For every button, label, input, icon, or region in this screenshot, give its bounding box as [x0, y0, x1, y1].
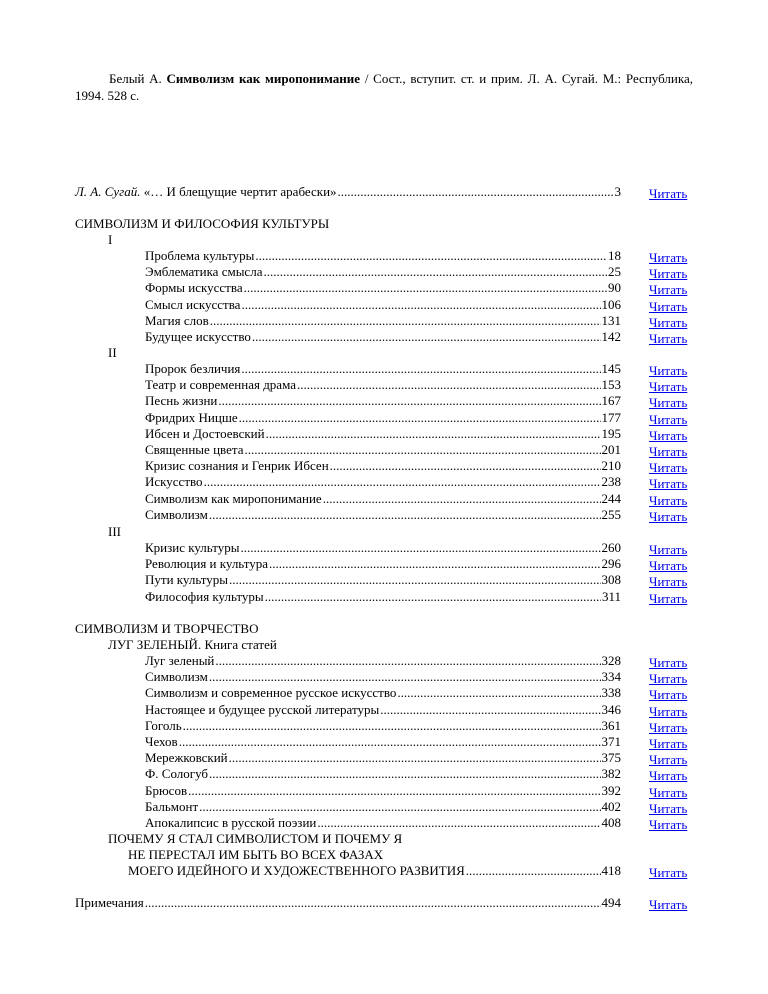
- leader-dots: [209, 766, 600, 782]
- entry-title: Философия культуры: [145, 588, 264, 604]
- entry-title: Театр и современная драма: [145, 377, 296, 393]
- leader-dots: [145, 895, 601, 911]
- entry-title: Символизм и современное русское искусство: [145, 685, 397, 701]
- entry-title: Мережковский: [145, 750, 228, 766]
- entry-title: Магия слов: [145, 312, 209, 328]
- entry-title: Настоящее и будущее русской литературы: [145, 701, 380, 717]
- entry-title: Пророк безличия: [145, 361, 241, 376]
- leader-dots: [338, 184, 614, 200]
- leader-dots: [252, 329, 601, 345]
- leader-dots: [241, 297, 600, 313]
- leader-dots: [210, 313, 601, 329]
- read-link[interactable]: Читать: [649, 574, 688, 590]
- read-link[interactable]: Читать: [649, 590, 688, 606]
- toc-entry: [145, 248, 621, 264]
- toc-entry: [145, 329, 621, 345]
- page-number: 402: [601, 798, 621, 814]
- entry-title: Священные цвета: [145, 442, 244, 457]
- page-number: 375: [601, 750, 621, 766]
- toc-entry: [145, 297, 621, 313]
- leader-dots: [240, 540, 600, 556]
- entry-title: Ибсен и Достоевский: [145, 425, 265, 441]
- leader-dots: [380, 702, 600, 718]
- toc-entry: [145, 264, 621, 280]
- toc-entry: [145, 702, 621, 718]
- why-title-line-1: ПОЧЕМУ Я СТАЛ СИМВОЛИСТОМ И ПОЧЕМУ Я: [108, 831, 403, 846]
- leader-dots: [241, 361, 600, 377]
- read-link[interactable]: Читать: [649, 266, 688, 282]
- toc-entry: [145, 442, 621, 458]
- entry-title: Революция и культура: [145, 556, 269, 572]
- entry-title: Кризис культуры: [145, 540, 240, 555]
- toc-entry: [145, 410, 621, 426]
- read-link[interactable]: Читать: [649, 460, 688, 476]
- read-link[interactable]: Читать: [649, 703, 688, 719]
- page-number: 346: [601, 701, 621, 717]
- bibliographic-record: [75, 70, 693, 104]
- section-heading: СИМВОЛИЗМ И ФИЛОСОФИЯ КУЛЬТУРЫ: [75, 216, 330, 231]
- why-title-line-3: МОЕГО ИДЕЙНОГО И ХУДОЖЕСТВЕННОГО РАЗВИТИЯ: [128, 863, 465, 878]
- toc-entry: [145, 426, 621, 442]
- page-number: 494: [601, 895, 621, 910]
- page-number: 153: [601, 377, 621, 393]
- part-label-3: III: [108, 524, 121, 539]
- page-number: 90: [608, 280, 621, 296]
- leader-dots: [263, 264, 607, 280]
- toc-entry: [145, 685, 621, 701]
- leader-dots: [188, 783, 600, 799]
- read-link[interactable]: Читать: [649, 331, 688, 346]
- entry-title: Песнь жизни: [145, 393, 218, 409]
- read-link[interactable]: Читать: [649, 411, 688, 427]
- toc-entry: [145, 377, 621, 393]
- leader-dots: [330, 458, 601, 474]
- read-link[interactable]: Читать: [649, 508, 688, 524]
- read-link[interactable]: Читать: [649, 444, 688, 459]
- read-link[interactable]: Читать: [649, 671, 688, 687]
- page-number: 408: [601, 815, 621, 830]
- page-number: 18: [608, 248, 621, 263]
- page-number: 338: [601, 685, 621, 701]
- entry-title: Фридрих Ницше: [145, 409, 238, 425]
- leader-dots: [317, 815, 600, 831]
- leader-dots: [209, 507, 601, 523]
- section-heading: СИМВОЛИЗМ И ТВОРЧЕСТВО: [75, 621, 259, 636]
- read-link[interactable]: Читать: [649, 558, 688, 574]
- read-link[interactable]: Читать: [649, 298, 688, 314]
- toc-entry: [145, 572, 621, 588]
- leader-dots: [255, 248, 607, 264]
- read-link[interactable]: Читать: [649, 817, 688, 832]
- entry-title: Эмблематика смысла: [145, 264, 263, 280]
- read-link-notes[interactable]: Читать: [649, 897, 688, 912]
- entry-title: Формы искусства: [145, 280, 243, 296]
- read-link-why[interactable]: Читать: [649, 865, 688, 880]
- leader-dots: [229, 750, 601, 766]
- leader-dots: [244, 442, 600, 458]
- leader-dots: [244, 280, 607, 296]
- page-number: 145: [601, 361, 621, 376]
- leader-dots: [218, 393, 600, 409]
- toc-entry: [145, 783, 621, 799]
- read-link[interactable]: Читать: [649, 492, 688, 508]
- book-title: Символизм как миропонимание: [166, 71, 361, 86]
- toc-entry: [145, 766, 621, 782]
- intro-author: Л. А. Сугай.: [75, 184, 141, 199]
- entry-title: Искусство: [145, 474, 203, 490]
- entry-title: Ф. Сологуб: [145, 766, 209, 782]
- leader-dots: [397, 685, 600, 701]
- entry-title: Будущее искусство: [145, 329, 251, 344]
- entry-title: Бальмонт: [145, 798, 199, 814]
- leader-dots: [215, 653, 600, 669]
- toc-entry: [145, 799, 621, 815]
- part-label-2: II: [108, 345, 117, 360]
- page-number: 201: [601, 442, 621, 457]
- toc-entry: [145, 653, 621, 669]
- leader-dots: [269, 556, 600, 572]
- entry-title: Символизм как миропонимание: [145, 490, 322, 506]
- leader-dots: [183, 718, 601, 734]
- page-number: 371: [601, 734, 621, 749]
- toc-entry: [145, 280, 621, 296]
- read-link[interactable]: Читать: [649, 655, 688, 670]
- entry-title: Символизм: [145, 506, 208, 522]
- toc-entry: [145, 393, 621, 409]
- entry-title: Пути культуры: [145, 572, 229, 588]
- entry-title: Символизм: [145, 669, 208, 685]
- toc-entry: [145, 491, 621, 507]
- read-link[interactable]: Читать: [649, 395, 688, 411]
- read-link[interactable]: Читать: [649, 379, 688, 395]
- toc-entry: [145, 313, 621, 329]
- page-number: 418: [601, 863, 621, 878]
- intro-title: «… И блещущие чертит арабески»: [143, 184, 337, 199]
- subsection-heading: ЛУГ ЗЕЛЕНЫЙ. Книга статей: [108, 637, 277, 652]
- book-author: Белый А.: [109, 71, 162, 86]
- leader-dots: [179, 734, 601, 750]
- toc-entry: [145, 669, 621, 685]
- toc-entry: [145, 556, 621, 572]
- page-number: 382: [601, 766, 621, 782]
- entry-title: Апокалипсис в русской поэзии: [145, 815, 317, 830]
- page-number: 177: [601, 409, 621, 425]
- read-link[interactable]: Читать: [649, 800, 688, 816]
- leader-dots: [466, 863, 601, 879]
- page-number: 311: [601, 588, 621, 604]
- page-number: 131: [601, 312, 621, 328]
- toc-entry-notes: [75, 895, 621, 911]
- read-link[interactable]: Читать: [649, 363, 688, 378]
- notes-title: Примечания: [75, 895, 144, 910]
- toc-entry: [145, 718, 621, 734]
- entry-title: Проблема культуры: [145, 248, 255, 263]
- read-link[interactable]: Читать: [649, 752, 688, 768]
- part-label-1: I: [108, 232, 113, 247]
- toc-entry: [145, 750, 621, 766]
- page-number: 334: [601, 669, 621, 685]
- page-number: 260: [601, 540, 621, 555]
- page-number: 308: [601, 572, 621, 588]
- leader-dots: [266, 426, 601, 442]
- toc-entry-why: [128, 863, 621, 879]
- page-number: 25: [608, 264, 621, 280]
- page-number: 167: [601, 393, 621, 409]
- read-link[interactable]: Читать: [649, 736, 688, 751]
- read-link[interactable]: Читать: [649, 719, 688, 735]
- page-number: 392: [601, 782, 621, 798]
- leader-dots: [265, 589, 601, 605]
- page-number: 210: [601, 458, 621, 474]
- read-link[interactable]: Читать: [649, 768, 688, 784]
- page-number: 328: [601, 653, 621, 668]
- leader-dots: [209, 669, 601, 685]
- toc-entry: [145, 589, 621, 605]
- page-number: 3: [614, 184, 621, 199]
- read-link[interactable]: Читать: [649, 476, 688, 492]
- read-link[interactable]: Читать: [649, 784, 688, 800]
- leader-dots: [204, 474, 601, 490]
- entry-title: Луг зеленый: [145, 653, 215, 668]
- leader-dots: [199, 799, 600, 815]
- toc-entry: [145, 540, 621, 556]
- entry-title: Чехов: [145, 734, 178, 749]
- page-number: 106: [601, 296, 621, 312]
- toc-entry: [145, 734, 621, 750]
- entry-title: Кризис сознания и Генрик Ибсен: [145, 458, 329, 474]
- leader-dots: [229, 572, 600, 588]
- page-number: 142: [601, 329, 621, 344]
- page-number: 244: [601, 490, 621, 506]
- entry-title: Брюсов: [145, 782, 188, 798]
- page-number: 195: [601, 425, 621, 441]
- toc-entry-intro: [75, 184, 621, 200]
- why-title-line-2: НЕ ПЕРЕСТАЛ ИМ БЫТЬ ВО ВСЕХ ФАЗАХ: [128, 847, 384, 862]
- entry-title: Смысл искусства: [145, 296, 241, 312]
- read-link[interactable]: Читать: [649, 314, 688, 330]
- toc-entry: [145, 507, 621, 523]
- read-link-intro[interactable]: Читать: [649, 186, 688, 201]
- book-imprint: / Сост., вступит. ст. и прим. Л. А. Сугай. М.: Республика, 1994. 528 с.: [75, 71, 693, 103]
- read-link[interactable]: Читать: [649, 427, 688, 443]
- read-link[interactable]: Читать: [649, 282, 688, 298]
- read-link[interactable]: Читать: [649, 687, 688, 703]
- entry-title: Гоголь: [145, 717, 182, 733]
- toc-entry: [145, 815, 621, 831]
- page-number: 238: [601, 474, 621, 490]
- leader-dots: [297, 377, 601, 393]
- toc-entry: [145, 458, 621, 474]
- toc-entry: [145, 474, 621, 490]
- page-number: 296: [601, 556, 621, 572]
- read-link[interactable]: Читать: [649, 542, 688, 557]
- leader-dots: [323, 491, 601, 507]
- leader-dots: [239, 410, 601, 426]
- page-number: 255: [601, 506, 621, 522]
- page-number: 361: [601, 717, 621, 733]
- toc-entry: [145, 361, 621, 377]
- read-link[interactable]: Читать: [649, 250, 688, 265]
